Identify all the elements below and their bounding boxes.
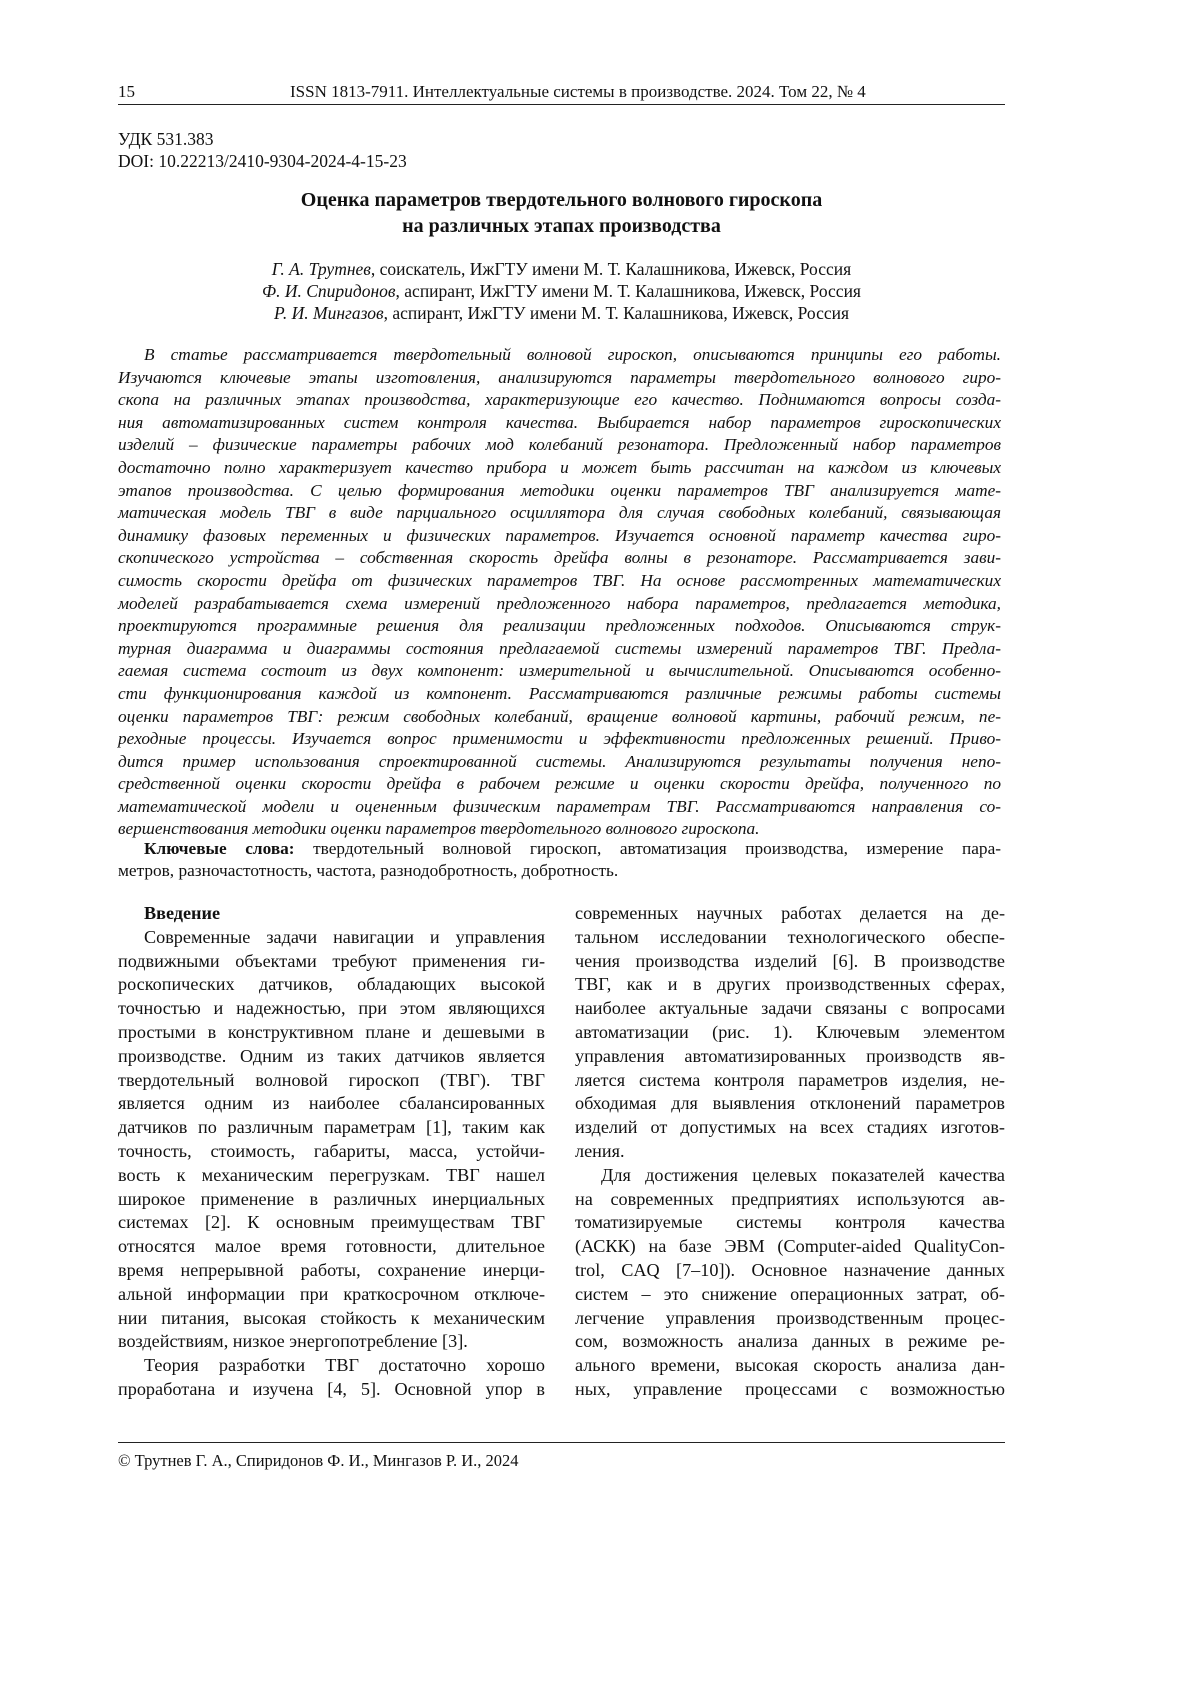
text-line: управления автоматизированных производств яв- [575, 1045, 1005, 1069]
text-line: чения производства изделий [6]. В производстве [575, 950, 1005, 974]
text-line: томатизируемые системы контроля качества [575, 1211, 1005, 1235]
text-line: Изучаются ключевые этапы изготовления, анализируются параметры твердотельного волнового гиро- [118, 367, 1001, 390]
text-line: изделий от допустимых на всех стадиях изготов- [575, 1116, 1005, 1140]
section-heading: Введение [118, 902, 545, 926]
text-line: автоматизации (рис. 1). Ключевым элементом [575, 1021, 1005, 1045]
text-line: сти функционирования каждой из компонент. Рассматриваются различные режимы работы системы [118, 683, 1001, 706]
header-divider [118, 104, 1005, 105]
text-line: достаточно полно характеризует качество прибора и может быть рассчитан на каждом из ключевых [118, 457, 1001, 480]
title-line: Оценка параметров твердотельного волнового гироскопа [118, 187, 1005, 213]
text-line: ния автоматизированных систем контроля качества. Выбирается набор параметров гироскопических [118, 412, 1001, 435]
text-line: время непрерывной работы, сохранение инерци- [118, 1259, 545, 1283]
text-line: является одним из наиболее сбалансированных [118, 1092, 545, 1116]
text-line: В статье рассматривается твердотельный волновой гироскоп, описываются принципы его работы. [118, 344, 1001, 367]
author-name: Р. И. Мингазов [274, 303, 384, 323]
text-line: скопа на различных этапах производства, характеризующие его качество. Поднимаются вопросы созда- [118, 389, 1001, 412]
article-title [118, 187, 1005, 239]
text-line: Для достижения целевых показателей качества [575, 1164, 1005, 1188]
copyright: © Трутнев Г. А., Спиридонов Ф. И., Мингазов Р. И., 2024 [118, 1451, 519, 1471]
text-line: на современных предприятиях используются ав- [575, 1188, 1005, 1212]
footer-divider [118, 1442, 1005, 1443]
author [118, 258, 1005, 280]
author [118, 280, 1005, 302]
author-list [118, 258, 1005, 324]
text-line: моделей разрабатывается схема измерений предложенного набора параметров, предлагается методика, [118, 593, 1001, 616]
text-line: вершенствования методики оценки параметров твердотельного волнового гироскопа. [118, 818, 1001, 841]
keywords-line: метров, разночастотность, частота, разнодобротность, добротность. [118, 860, 1001, 882]
text-line: проектируются программные решения для реализации предложенных подходов. Описываются струк- [118, 615, 1001, 638]
text-line: ляется система контроля параметров изделия, не- [575, 1069, 1005, 1093]
text-line: проработана и изучена [4, 5]. Основной упор в [118, 1378, 545, 1402]
text-line: изделий – физические параметры рабочих мод колебаний резонатора. Предложенный набор параметров [118, 434, 1001, 457]
author-affiliation: , соискатель, ИжГТУ имени М. Т. Калашникова, Ижевск, Россия [371, 259, 851, 279]
text-line: точностью и надежностью, при этом являющихся [118, 997, 545, 1021]
text-line: роскопических датчиков, обладающих высокой [118, 973, 545, 997]
text-line: Теория разработки ТВГ достаточно хорошо [118, 1354, 545, 1378]
text-line: датчиков по различным параметрам [1], таким как [118, 1116, 545, 1140]
text-line: математической модели и оцененным физическим параметрам ТВГ. Рассматриваются направления со- [118, 796, 1001, 819]
text-line: современных научных работах делается на де- [575, 902, 1005, 926]
text-line: матическая модель ТВГ в виде парциального осциллятора для случая свободных колебаний, связывающая [118, 502, 1001, 525]
author-name: Г. А. Трутнев [272, 259, 371, 279]
text-line: оценки параметров ТВГ: режим свободных колебаний, вращение волновой картины, рабочий режим, пе- [118, 706, 1001, 729]
left-column [118, 902, 545, 1402]
text-line: ных, управление процессами с возможностью [575, 1378, 1005, 1402]
keywords [118, 838, 1001, 882]
text-line: тальном исследовании технологического обеспе- [575, 926, 1005, 950]
text-line: симость скорости дрейфа от физических параметров ТВГ. На основе рассмотренных математических [118, 570, 1001, 593]
author [118, 302, 1005, 324]
keywords-text: твердотельный волновой гироскоп, автоматизация производства, измерение пара- [295, 839, 1001, 858]
text-line: обходимая для выявления отклонений параметров [575, 1092, 1005, 1116]
text-line: точность, стоимость, габариты, масса, устойчи- [118, 1140, 545, 1164]
text-line: воздействиям, низкое энергопотребление [3]. [118, 1330, 545, 1354]
text-line: ТВГ, как и в других производственных сферах, [575, 973, 1005, 997]
text-line: альной информации при краткосрочном отключе- [118, 1283, 545, 1307]
author-affiliation: , аспирант, ИжГТУ имени М. Т. Калашникова, Ижевск, Россия [396, 281, 861, 301]
text-line: вость к механическим перегрузкам. ТВГ нашел [118, 1164, 545, 1188]
text-line: скопического устройства – собственная скорость дрейфа волны в резонаторе. Рассматривается зави- [118, 547, 1001, 570]
text-line: ального времени, высокая скорость анализа дан- [575, 1354, 1005, 1378]
text-line: легчение управления производственным процес- [575, 1307, 1005, 1331]
text-line: системах [2]. К основным преимуществам ТВГ [118, 1211, 545, 1235]
text-line: (АСКК) на базе ЭВМ (Computer-aided QualityCon- [575, 1235, 1005, 1259]
text-line: гаемая система состоит из двух компонент: измерительной и вычислительной. Описываются особенно- [118, 660, 1001, 683]
abstract [118, 344, 1001, 841]
text-line: trol, CAQ [7–10]). Основное назначение данных [575, 1259, 1005, 1283]
keywords-label: Ключевые слова: [144, 839, 295, 858]
udk-code: УДК 531.383 [118, 128, 407, 150]
text-line: реходные процессы. Изучается вопрос применимости и эффективности предложенных решений. Приво- [118, 728, 1001, 751]
text-line: наиболее актуальные задачи связаны с вопросами [575, 997, 1005, 1021]
text-line: Современные задачи навигации и управления [118, 926, 545, 950]
text-line: систем – это снижение операционных затрат, об- [575, 1283, 1005, 1307]
text-line: твердотельный волновой гироскоп (ТВГ). ТВГ [118, 1069, 545, 1093]
title-line: на различных этапах производства [118, 213, 1005, 239]
page-number: 15 [118, 82, 135, 102]
text-line: этапов производства. С целью формирования методики оценки параметров ТВГ анализируется мате- [118, 480, 1001, 503]
author-name: Ф. И. Спиридонов [262, 281, 396, 301]
text-line: дится пример использования спроектированной системы. Анализируются результаты получения непо- [118, 751, 1001, 774]
author-affiliation: , аспирант, ИжГТУ имени М. Т. Калашникова, Ижевск, Россия [384, 303, 849, 323]
text-line: широкое применение в различных инерциальных [118, 1188, 545, 1212]
doi: DOI: 10.22213/2410-9304-2024-4-15-23 [118, 150, 407, 172]
keywords-line [118, 838, 1001, 860]
text-line: нии питания, высокая стойкость к механическим [118, 1307, 545, 1331]
text-line: средственной оценки скорости дрейфа в рабочем режиме и оценки скорости дрейфа, полученного по [118, 773, 1001, 796]
journal-header: ISSN 1813-7911. Интеллектуальные системы в производстве. 2024. Том 22, № 4 [290, 82, 866, 102]
article-identifiers [118, 128, 407, 172]
text-line: сом, возможность анализа данных в режиме ре- [575, 1330, 1005, 1354]
text-line: ления. [575, 1140, 1005, 1164]
text-line: турная диаграмма и диаграммы состояния предлагаемой системы измерений параметров ТВГ. Предла- [118, 638, 1001, 661]
text-line: производстве. Одним из таких датчиков является [118, 1045, 545, 1069]
text-line: динамику фазовых переменных и физических параметров. Изучается основной параметр качества гиро- [118, 525, 1001, 548]
text-line: подвижными объектами требуют применения ги- [118, 950, 545, 974]
text-line: простыми в конструктивном плане и дешевыми в [118, 1021, 545, 1045]
right-column [575, 902, 1005, 1402]
text-line: относятся малое время готовности, длительное [118, 1235, 545, 1259]
